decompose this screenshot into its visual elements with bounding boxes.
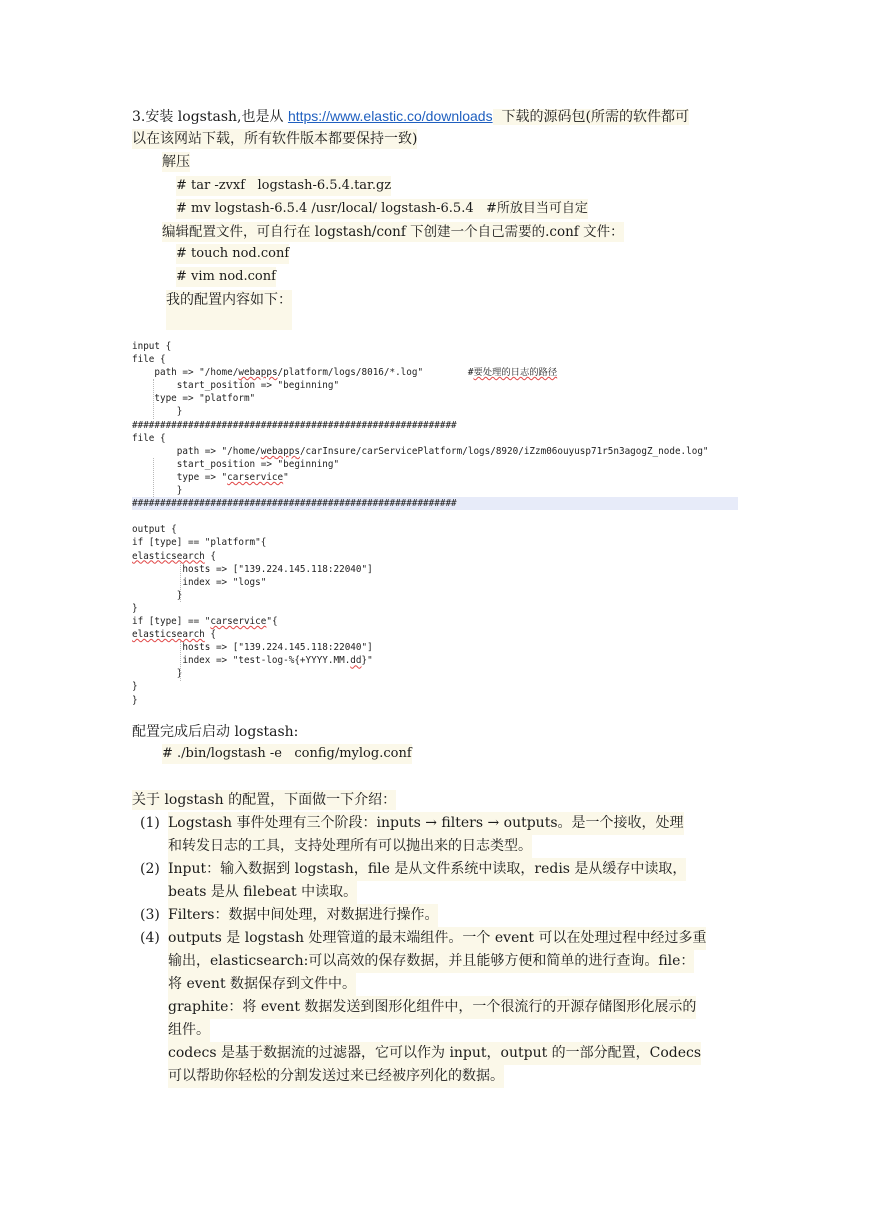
code-line: } <box>132 694 138 706</box>
about-item-line: outputs 是 logstash 处理管道的最末端组件。一个 event 可以在处理过程中经过多重 <box>168 927 706 950</box>
code-line: elasticsearch { <box>132 629 216 641</box>
cmd-tar: # tar -zvxf logstash-6.5.4.tar.gz <box>176 176 391 196</box>
about-item-line: Filters：数据中间处理，对数据进行操作。 <box>168 904 438 927</box>
about-title: 关于 logstash 的配置，下面做一下介绍： <box>132 792 397 808</box>
cmd-touch: # touch nod.conf <box>176 244 289 264</box>
about-item-line: 输出，elasticsearch:可以高效的保存数据，并且能够方便和简单的进行查询。file： <box>168 950 694 973</box>
code-line: if [type] == "platform"{ <box>132 537 267 549</box>
about-item-number: (3) <box>140 907 160 923</box>
config-intro: 我的配置内容如下： <box>166 290 292 330</box>
cmd-vim: # vim nod.conf <box>176 267 276 287</box>
code-line: type => "platform" <box>132 393 256 405</box>
install-text: 3.安装 logstash,也是从 <box>132 109 288 125</box>
elastic-downloads-link[interactable]: https://www.elastic.co/downloads <box>287 108 493 124</box>
code-line: start_position => "beginning" <box>132 458 340 470</box>
code-line: hosts => ["139.224.145.118:22040"] <box>132 642 373 654</box>
code-line: } <box>132 681 138 693</box>
install-line-2: 以在该网站下载，所有软件版本都要保持一致) <box>132 131 418 147</box>
start-cmd: # ./bin/logstash -e config/mylog.conf <box>162 744 412 764</box>
about-item-line: Logstash 事件处理有三个阶段：inputs → filters → outputs。是一个接收，处理 <box>168 812 684 835</box>
about-item-line: 和转发日志的工具，支持处理所有可以抛出来的日志类型。 <box>168 835 532 858</box>
indent-guide <box>153 458 154 497</box>
start-title: 配置完成后启动 logstash: <box>132 724 299 740</box>
about-item-line: Input：输入数据到 logstash，file 是从文件系统中读取，redis 是从缓存中读取， <box>168 858 686 881</box>
indent-guide <box>180 563 181 602</box>
cmd-mv: # mv logstash-6.5.4 /usr/local/ logstash-6.5.4 #所放目当可自定 <box>176 199 588 219</box>
code-line: ########################################################## <box>132 497 738 510</box>
code-line <box>132 510 738 523</box>
about-item-number: (1) <box>140 815 160 831</box>
about-item-line: 将 event 数据保存到文件中。 <box>168 973 356 996</box>
about-item-line: graphite：将 event 数据发送到图形化组件中，一个很流行的开源存储图形化展示的 <box>168 996 696 1019</box>
code-line: path => "/home/webapps/carInsure/carServicePlatform/logs/8920/iZzm06ouyusp71r5n3agogZ_node.log" <box>132 445 709 457</box>
code-line: index => "logs" <box>132 576 267 588</box>
code-line: output { <box>132 524 177 536</box>
code-line: start_position => "beginning" <box>132 380 340 392</box>
edit-instruction: 编辑配置文件，可自行在 logstash/conf 下创建一个自己需要的.conf 文件： <box>162 224 624 240</box>
code-line: } <box>132 406 183 418</box>
about-item-line: 组件。 <box>168 1019 210 1042</box>
unzip-heading: 解压 <box>162 154 190 170</box>
code-line: path => "/home/webapps/platform/logs/8016/*.log" #要处理的日志的路径 <box>132 367 558 379</box>
about-item-number: (4) <box>140 930 160 946</box>
code-line: } <box>132 589 183 601</box>
code-line: } <box>132 602 138 614</box>
code-line: hosts => ["139.224.145.118:22040"] <box>132 563 373 575</box>
about-item-number: (2) <box>140 861 160 877</box>
indent-guide <box>153 379 154 418</box>
code-line: index => "test-log-%{+YYYY.MM.dd}" <box>132 655 373 667</box>
code-line: elasticsearch { <box>132 550 216 562</box>
code-line: type => "carservice" <box>132 471 289 483</box>
about-item-line: codecs 是基于数据流的过滤器，它可以作为 input，output 的一部分配置，Codecs <box>168 1042 701 1065</box>
indent-guide <box>180 641 181 680</box>
code-line: file { <box>132 432 166 444</box>
config-code-block <box>132 340 738 707</box>
install-line-1 <box>132 106 689 127</box>
code-line: } <box>132 485 183 497</box>
about-item-line: beats 是从 filebeat 中读取。 <box>168 881 357 904</box>
install-text-post: 下载的源码包(所需的软件都可 <box>492 109 689 125</box>
about-item-line: 可以帮助你轻松的分割发送过来已经被序列化的数据。 <box>168 1065 504 1088</box>
code-line: file { <box>132 354 166 366</box>
code-line: input { <box>132 341 172 352</box>
code-line: if [type] == "carservice"{ <box>132 615 278 627</box>
code-line: } <box>132 668 183 680</box>
code-line: ########################################################## <box>132 419 457 431</box>
